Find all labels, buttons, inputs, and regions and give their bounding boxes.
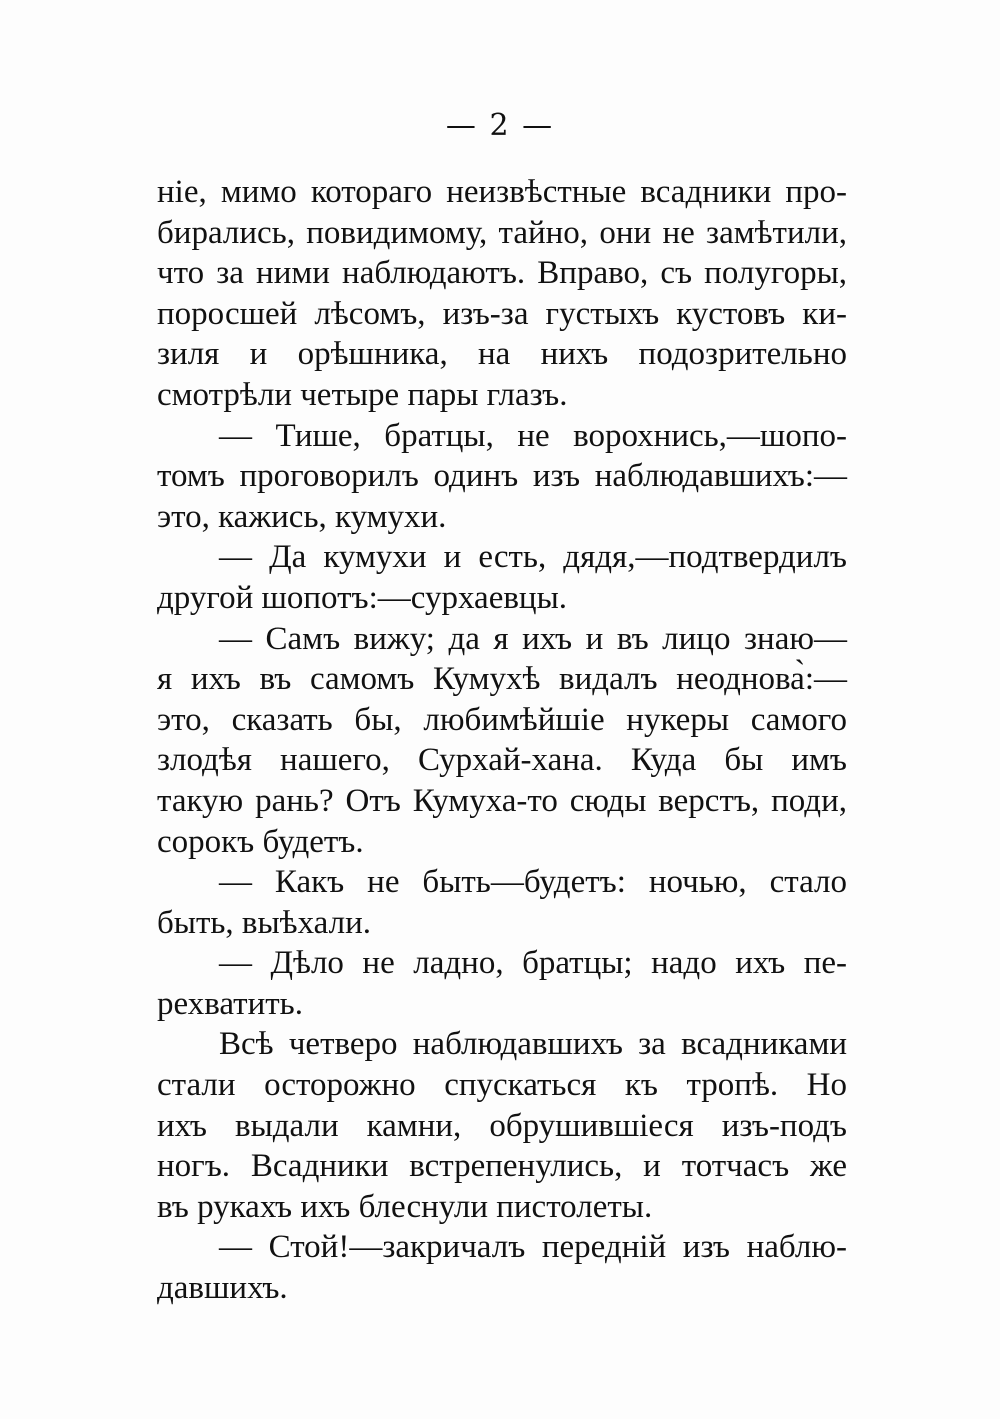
text-line: ихъ выдали камни, обрушившіеся изъ-подъ: [157, 1107, 847, 1144]
text-line: томъ проговорилъ одинъ изъ наблюдавшихъ:—: [157, 458, 847, 495]
text-line: злодѣя нашего, Сурхай-хана. Куда бы имъ: [157, 742, 847, 779]
text-line: сорокъ будетъ.: [157, 823, 364, 860]
text-line: бирались, повидимому, тайно, они не замѣтили,: [157, 214, 847, 251]
page-number: — 2 —: [445, 108, 555, 143]
text-line: что за ними наблюдаютъ. Вправо, съ полугоры,: [157, 255, 847, 292]
text-line: смотрѣли четыре пары глазъ.: [157, 376, 568, 413]
text-line: стали осторожно спускаться къ тропѣ. Но: [157, 1067, 847, 1104]
text-line: это, сказать бы, любимѣйшіе нукеры самого: [157, 701, 847, 738]
text-line: Всѣ четверо наблюдавшихъ за всадниками: [219, 1026, 847, 1063]
text-line: давшихъ.: [157, 1270, 288, 1307]
text-line: рехватить.: [157, 985, 303, 1022]
text-line: это, кажись, кумухи.: [157, 498, 447, 535]
body-text: [157, 172, 847, 1309]
text-line: другой шопотъ:—сурхаевцы.: [157, 579, 568, 616]
text-line: — Да кумухи и есть, дядя,—подтвердилъ: [219, 539, 847, 576]
text-line: поросшей лѣсомъ, изъ-за густыхъ кустовъ ки-: [157, 295, 847, 332]
text-line: въ рукахъ ихъ блеснули пистолеты.: [157, 1188, 653, 1225]
text-line: — Самъ вижу; да я ихъ и въ лицо знаю—: [219, 620, 847, 657]
text-line: ніе, мимо котораго неизвѣстные всадники про-: [157, 174, 847, 210]
text-line: — Тише, братцы, не ворохнись,—шопо-: [219, 417, 847, 454]
text-line: я ихъ въ самомъ Кумухѣ видалъ неоднова̀:—: [157, 661, 847, 698]
text-line: — Какъ не быть—будетъ: ночью, стало: [219, 864, 847, 901]
text-line: быть, выѣхали.: [157, 904, 371, 941]
text-line: — Стой!—закричалъ передній изъ наблю-: [219, 1229, 847, 1266]
text-line: зиля и орѣшника, на нихъ подозрительно: [157, 336, 847, 373]
text-line: — Дѣло не ладно, братцы; надо ихъ пе-: [219, 945, 847, 982]
text-line: ногъ. Всадники встрепенулись, и тотчасъ же: [157, 1148, 847, 1185]
text-line: такую рань? Отъ Кумуха-то сюды верстъ, поди,: [157, 782, 847, 819]
